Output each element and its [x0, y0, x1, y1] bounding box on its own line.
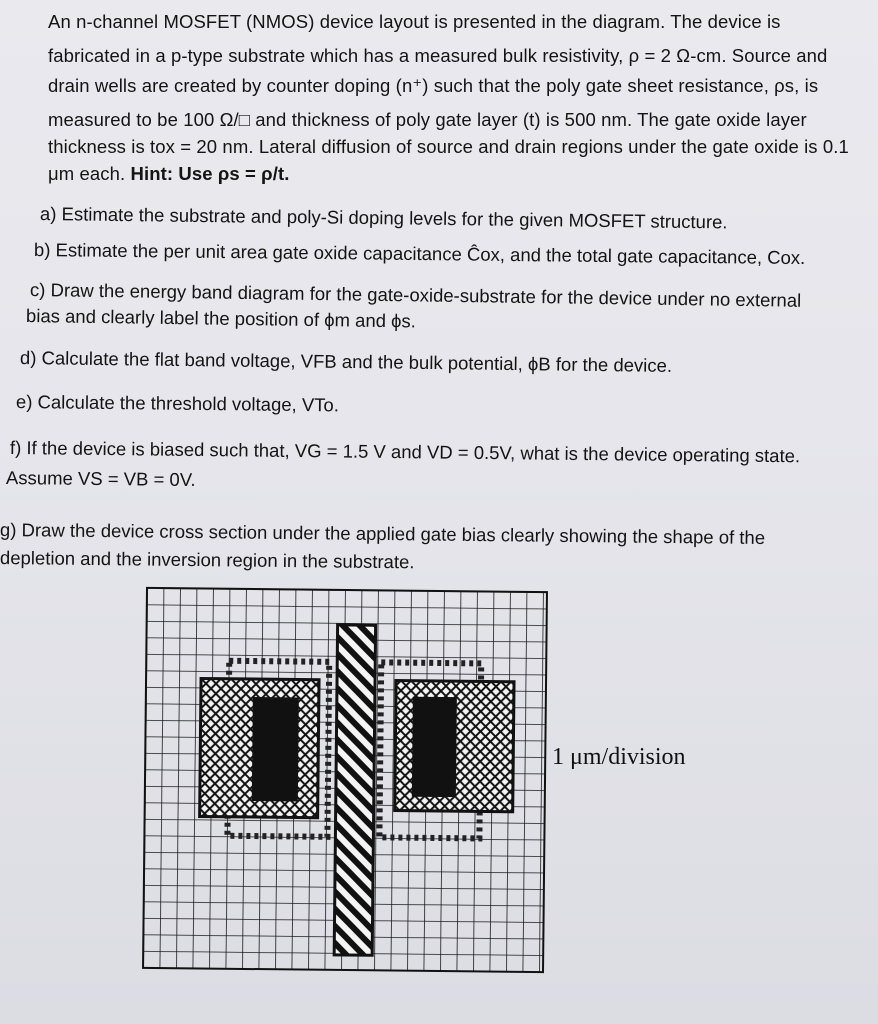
intro-line-6-text: μm each.	[48, 163, 131, 184]
question-d: d) Calculate the flat band voltage, VFB and the bulk potential, ϕB for the device.	[19, 347, 673, 376]
drain-contact	[412, 697, 457, 797]
source-contact	[252, 697, 299, 801]
question-c-line-1: c) Draw the energy band diagram for the gate-oxide-substrate for the device under no external	[29, 279, 802, 311]
question-f-line-1: f) If the device is biased such that, VG = 1.5 V and VD = 0.5V, what is the device operating state.	[9, 437, 801, 467]
scale-label: 1 μm/division	[552, 744, 686, 770]
question-e: e) Calculate the threshold voltage, VTo.	[15, 391, 340, 416]
intro-line-1: An n-channel MOSFET (NMOS) device layout is presented in the diagram. The device is	[48, 11, 781, 32]
layout-grid	[143, 588, 547, 972]
intro-line-2: fabricated in a p-type substrate which has a measured bulk resistivity, ρ = 2 Ω-cm. Source and	[48, 45, 828, 66]
intro-line-3: drain wells are created by counter doping (n⁺) such that the poly gate sheet resistance, ρs, is	[48, 75, 819, 96]
question-g-line-2: depletion and the inversion region in the substrate.	[0, 547, 415, 573]
question-a: a) Estimate the substrate and poly-Si doping levels for the given MOSFET structure.	[39, 203, 728, 233]
question-f-line-2: Assume VS = VB = 0V.	[5, 467, 196, 490]
intro-line-5: thickness is tox = 20 nm. Lateral diffusion of source and drain regions under the gate oxide is 0.1	[48, 136, 849, 157]
hint-text: Hint: Use ρs = ρ/t.	[130, 163, 290, 184]
poly-gate	[334, 625, 375, 955]
intro-line-4: measured to be 100 Ω/□ and thickness of poly gate layer (t) is 500 nm. The gate oxide layer	[48, 109, 807, 130]
question-b: b) Estimate the per unit area gate oxide capacitance Ĉox, and the total gate capacitance, Cox.	[33, 239, 806, 269]
question-c-line-2: bias and clearly label the position of ϕm and ϕs.	[25, 305, 417, 332]
question-g-line-1: g) Draw the device cross section under the applied gate bias clearly showing the shape of the	[0, 519, 766, 549]
